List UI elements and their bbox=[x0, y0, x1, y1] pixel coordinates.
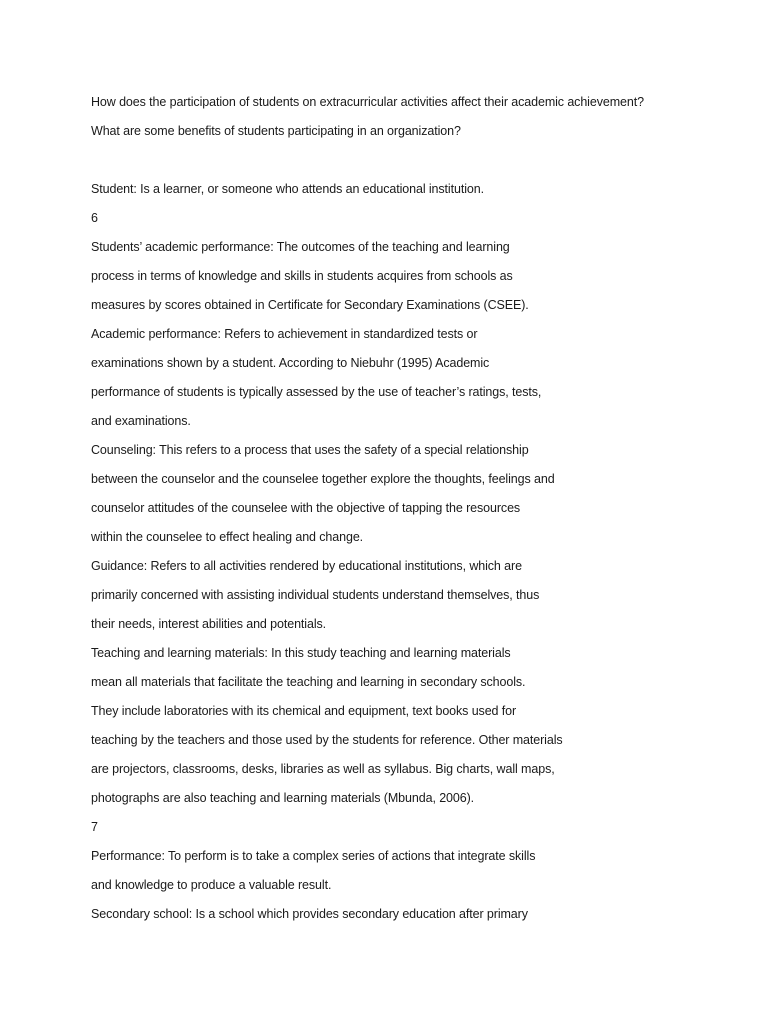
text-line: Student: Is a learner, or someone who attends an educational institution. bbox=[91, 182, 484, 196]
text-line: primarily concerned with assisting individual students understand themselves, thus bbox=[91, 588, 540, 602]
text-line: are projectors, classrooms, desks, libraries as well as syllabus. Big charts, wall maps, bbox=[91, 762, 555, 776]
text-line: Counseling: This refers to a process that uses the safety of a special relationship bbox=[91, 443, 529, 457]
text-line: examinations shown by a student. According to Niebuhr (1995) Academic bbox=[91, 356, 490, 370]
text-line: They include laboratories with its chemical and equipment, text books used for bbox=[91, 704, 517, 718]
text-line: What are some benefits of students participating in an organization? bbox=[91, 124, 461, 138]
text-line: Guidance: Refers to all activities rendered by educational institutions, which are bbox=[91, 559, 522, 573]
page-number: 6 bbox=[91, 211, 98, 225]
text-line: counselor attitudes of the counselee with the objective of tapping the resources bbox=[91, 501, 521, 515]
text-line: and knowledge to produce a valuable result. bbox=[91, 878, 332, 892]
text-line: teaching by the teachers and those used by the students for reference. Other materials bbox=[91, 733, 563, 747]
page-number: 7 bbox=[91, 820, 98, 834]
text-line: between the counselor and the counselee together explore the thoughts, feelings and bbox=[91, 472, 555, 486]
text-line: measures by scores obtained in Certificate for Secondary Examinations (CSEE). bbox=[91, 298, 529, 312]
text-line: Teaching and learning materials: In this study teaching and learning materials bbox=[91, 646, 511, 660]
text-line: How does the participation of students on extracurricular activities affect their academic achievement? bbox=[91, 95, 644, 109]
text-line: their needs, interest abilities and potentials. bbox=[91, 617, 327, 631]
text-line: process in terms of knowledge and skills in students acquires from schools as bbox=[91, 269, 513, 283]
text-line: mean all materials that facilitate the teaching and learning in secondary schools. bbox=[91, 675, 526, 689]
text-line: photographs are also teaching and learning materials (Mbunda, 2006). bbox=[91, 791, 475, 805]
text-line: Students’ academic performance: The outcomes of the teaching and learning bbox=[91, 240, 510, 254]
text-line: and examinations. bbox=[91, 414, 191, 428]
text-line: Academic performance: Refers to achievement in standardized tests or bbox=[91, 327, 478, 341]
text-line: within the counselee to effect healing and change. bbox=[91, 530, 364, 544]
text-line: Performance: To perform is to take a complex series of actions that integrate skills bbox=[91, 849, 536, 863]
text-line: performance of students is typically assessed by the use of teacher’s ratings, tests, bbox=[91, 385, 542, 399]
text-line: Secondary school: Is a school which provides secondary education after primary bbox=[91, 907, 528, 921]
